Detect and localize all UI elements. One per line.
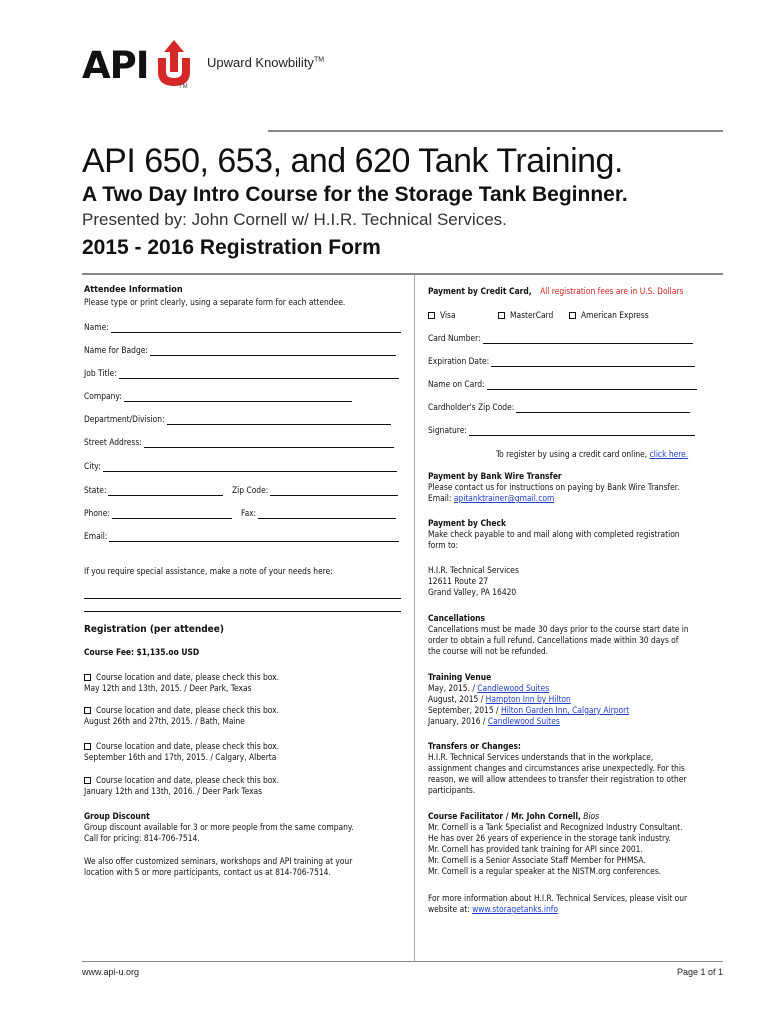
fax-field[interactable] xyxy=(241,508,396,519)
credit-card-heading-row xyxy=(428,286,683,297)
expiration-label: Expiration Date: xyxy=(428,356,490,366)
street-label: Street Address: xyxy=(84,437,142,447)
address-line2: 12611 Route 27 xyxy=(428,576,489,586)
job-title-label: Job Title: xyxy=(84,368,117,378)
wire-email-link[interactable]: apitanktrainer@gmail.com xyxy=(453,493,555,503)
online-register-text: To register by using a credit card online, xyxy=(496,449,648,459)
course-option-label: Course location and date, please check this box. xyxy=(96,741,279,751)
venue-date: May, 2015. / xyxy=(428,683,475,693)
venue-row xyxy=(428,716,629,727)
course-option-3[interactable] xyxy=(84,741,279,763)
zip-input[interactable] xyxy=(270,487,398,496)
card-visa-option[interactable] xyxy=(428,310,456,321)
online-register-link[interactable]: click here. xyxy=(649,449,689,459)
course-option-detail: January 12th and 13th, 2016. / Deer Park Texas xyxy=(84,786,263,796)
more-info-line1: For more information about H.I.R. Technical Services, please visit our xyxy=(428,893,688,903)
more-info xyxy=(428,893,687,915)
phone-field[interactable] xyxy=(84,508,232,519)
wire-line1: Please contact us for instructions on paying by Bank Wire Transfer. xyxy=(428,482,680,492)
venue-link[interactable]: Candlewood Suites xyxy=(477,683,550,693)
page-title: API 650, 653, and 620 Tank Training. xyxy=(82,142,623,180)
checkbox-icon[interactable] xyxy=(84,707,91,714)
company-input[interactable] xyxy=(124,393,352,402)
more-info-line2: website at: xyxy=(428,904,470,914)
currency-note: All registration fees are in U.S. Dollars xyxy=(540,286,684,296)
name-input[interactable] xyxy=(111,324,401,333)
signature-label: Signature: xyxy=(428,425,467,435)
venue-section xyxy=(428,672,629,727)
phone-input[interactable] xyxy=(112,510,232,519)
website-link[interactable]: www.storagetanks.info xyxy=(472,904,558,914)
divider-top xyxy=(268,130,723,132)
group-discount-line2: Call for pricing: 814-706-7514. xyxy=(84,833,200,843)
department-input[interactable] xyxy=(167,416,391,425)
cancellations-line3: the course will not be refunded. xyxy=(428,646,549,656)
check-line2: form to: xyxy=(428,540,459,550)
course-fee xyxy=(84,647,199,658)
facilitator-line5: Mr. Cornell is a regular speaker at the NISTM.org conferences. xyxy=(428,866,662,876)
facilitator-line3: Mr. Cornell has provided tank training for API since 2001. xyxy=(428,844,643,854)
card-mastercard-option[interactable] xyxy=(498,310,553,321)
divider-header xyxy=(82,273,723,275)
transfers-heading: Transfers or Changes: xyxy=(428,741,521,751)
attendee-heading: Attendee Information xyxy=(84,285,183,295)
custom-training-line2: location with 5 or more participants, contact us at 814-706-7514. xyxy=(84,867,331,877)
state-label: State: xyxy=(84,485,107,495)
tagline xyxy=(207,55,324,70)
course-option-label: Course location and date, please check this box. xyxy=(96,672,279,682)
group-discount xyxy=(84,811,354,844)
venue-date: August, 2015 / xyxy=(428,694,484,704)
card-amex-label: American Express xyxy=(581,310,649,320)
card-number-label: Card Number: xyxy=(428,333,481,343)
course-option-2[interactable] xyxy=(84,705,279,727)
fax-label: Fax: xyxy=(241,508,257,518)
cancellations-line1: Cancellations must be made 30 days prior to the course start date in xyxy=(428,624,689,634)
email-label: Email: xyxy=(84,531,108,541)
facilitator-bios: Bios xyxy=(583,811,600,821)
check-section xyxy=(428,518,680,551)
credit-card-heading: Payment by Credit Card, xyxy=(428,286,532,296)
venue-link[interactable]: Hilton Garden Inn, Calgary Airport xyxy=(500,705,630,715)
custom-training-line1: We also offer customized seminars, workshops and API training at your xyxy=(84,856,353,866)
department-field[interactable] xyxy=(84,414,391,425)
name-on-card-label: Name on Card: xyxy=(428,379,485,389)
checkbox-icon[interactable] xyxy=(84,743,91,750)
column-divider xyxy=(414,275,415,961)
wire-heading: Payment by Bank Wire Transfer xyxy=(428,471,562,481)
facilitator-line1: Mr. Cornell is a Tank Specialist and Recognized Industry Consultant. xyxy=(428,822,683,832)
checkbox-icon[interactable] xyxy=(569,312,576,319)
online-register xyxy=(496,449,688,460)
department-label: Department/Division: xyxy=(84,414,165,424)
course-option-label: Course location and date, please check this box. xyxy=(96,705,279,715)
cancellations-line2: order to obtain a full refund. Cancellations made within 30 days of xyxy=(428,635,679,645)
job-title-field[interactable] xyxy=(84,368,399,379)
card-number-input[interactable] xyxy=(483,335,693,344)
badge-label: Name for Badge: xyxy=(84,345,148,355)
zip-label: Zip Code: xyxy=(232,485,269,495)
cardholder-zip-label: Cardholder's Zip Code: xyxy=(428,402,515,412)
venue-heading: Training Venue xyxy=(428,672,492,682)
logo-wordmark: API xyxy=(82,44,149,87)
mailing-address xyxy=(428,565,519,598)
checkbox-icon[interactable] xyxy=(84,674,91,681)
city-input[interactable] xyxy=(103,463,397,472)
tagline-text: Upward Knowbility xyxy=(207,55,314,70)
facilitator-section xyxy=(428,811,682,877)
logo-tm: TM xyxy=(179,84,188,90)
job-title-input[interactable] xyxy=(119,370,399,379)
zip-field[interactable] xyxy=(232,485,398,496)
address-line3: Grand Valley, PA 16420 xyxy=(428,587,517,597)
facilitator-line2: He has over 26 years of experience in the storage tank industry. xyxy=(428,833,671,843)
wire-email-label: Email: xyxy=(428,493,452,503)
state-field[interactable] xyxy=(84,485,223,496)
transfers-line3: reason, we will allow attendees to transfer their registration to other xyxy=(428,774,687,784)
city-field[interactable] xyxy=(84,461,397,472)
venue-row xyxy=(428,683,629,694)
check-heading: Payment by Check xyxy=(428,518,506,528)
facilitator-line4: Mr. Cornell is a Senior Associate Staff Member for PHMSA. xyxy=(428,855,646,865)
street-input[interactable] xyxy=(144,439,394,448)
phone-label: Phone: xyxy=(84,508,110,518)
group-discount-heading: Group Discount xyxy=(84,811,150,821)
venue-row xyxy=(428,705,629,716)
cardholder-zip-input[interactable] xyxy=(516,404,690,413)
page-subtitle: A Two Day Intro Course for the Storage Tank Beginner. xyxy=(82,183,628,206)
company-field[interactable] xyxy=(84,391,352,402)
cancellations-heading: Cancellations xyxy=(428,613,486,623)
signature-input[interactable] xyxy=(469,427,695,436)
city-label: City: xyxy=(84,461,101,471)
assistance-line-2[interactable] xyxy=(84,611,401,612)
footer-url[interactable]: www.api-u.org xyxy=(82,967,140,977)
facilitator-heading: Course Facilitator / Mr. John Cornell, xyxy=(428,811,581,821)
course-option-4[interactable] xyxy=(84,775,279,797)
cancellations-section xyxy=(428,613,689,657)
card-visa-label: Visa xyxy=(440,310,456,320)
course-option-label: Course location and date, please check this box. xyxy=(96,775,279,785)
company-label: Company: xyxy=(84,391,122,401)
assistance-prompt: If you require special assistance, make a note of your needs here: xyxy=(84,566,333,576)
course-option-detail: May 12th and 13th, 2015. / Deer Park, Texas xyxy=(84,683,252,693)
card-amex-option[interactable] xyxy=(569,310,649,321)
state-input[interactable] xyxy=(108,487,223,496)
transfers-section xyxy=(428,741,686,796)
logo-u-arrow-icon xyxy=(152,38,196,90)
wire-section xyxy=(428,471,680,504)
group-discount-line1: Group discount available for 3 or more people from the same company. xyxy=(84,822,354,832)
email-input[interactable] xyxy=(109,533,399,542)
attendee-instructions: Please type or print clearly, using a separate form for each attendee. xyxy=(84,297,346,307)
name-field[interactable] xyxy=(84,322,401,333)
transfers-line1: H.I.R. Technical Services understands that in the workplace, xyxy=(428,752,654,762)
venue-link[interactable]: Candlewood Suites xyxy=(487,716,560,726)
assistance-line-1[interactable] xyxy=(84,598,401,599)
card-number-field[interactable] xyxy=(428,333,693,344)
course-option-detail: August 26th and 27th, 2015. / Bath, Maine xyxy=(84,716,245,726)
expiration-field[interactable] xyxy=(428,356,695,367)
street-field[interactable] xyxy=(84,437,394,448)
course-fee-label: Course Fee: xyxy=(84,647,135,657)
badge-field[interactable] xyxy=(84,345,396,356)
venue-date: January, 2016 / xyxy=(428,716,486,726)
address-line1: H.I.R. Technical Services xyxy=(428,565,519,575)
name-on-card-field[interactable] xyxy=(428,379,697,390)
transfers-line2: assignment changes and circumstances arise unexpectedly. For this xyxy=(428,763,685,773)
divider-footer xyxy=(82,961,723,962)
transfers-line4: participants. xyxy=(428,785,476,795)
checkbox-icon[interactable] xyxy=(428,312,435,319)
badge-input[interactable] xyxy=(150,347,396,356)
name-on-card-input[interactable] xyxy=(487,381,697,390)
venue-date: September, 2015 / xyxy=(428,705,499,715)
venue-link[interactable]: Hampton Inn by Hilton xyxy=(485,694,571,704)
expiration-input[interactable] xyxy=(491,358,695,367)
tagline-tm: TM xyxy=(313,56,325,64)
signature-field[interactable] xyxy=(428,425,695,436)
form-title: 2015 - 2016 Registration Form xyxy=(82,236,381,259)
name-label: Name: xyxy=(84,322,109,332)
venue-row xyxy=(428,694,629,705)
checkbox-icon[interactable] xyxy=(498,312,505,319)
registration-heading: Registration (per attendee) xyxy=(84,624,224,635)
fax-input[interactable] xyxy=(258,510,396,519)
check-line1: Make check payable to and mail along with completed registration xyxy=(428,529,680,539)
cardholder-zip-field[interactable] xyxy=(428,402,690,413)
page-number: Page 1 of 1 xyxy=(676,967,723,977)
email-field[interactable] xyxy=(84,531,399,542)
custom-training xyxy=(84,856,352,878)
course-option-detail: September 16th and 17th, 2015. / Calgary, Alberta xyxy=(84,752,277,762)
card-mastercard-label: MasterCard xyxy=(510,310,554,320)
checkbox-icon[interactable] xyxy=(84,777,91,784)
course-option-1[interactable] xyxy=(84,672,279,694)
course-fee-value: $1,135.oo USD xyxy=(136,647,200,657)
presenter-line: Presented by: John Cornell w/ H.I.R. Technical Services. xyxy=(82,210,507,229)
